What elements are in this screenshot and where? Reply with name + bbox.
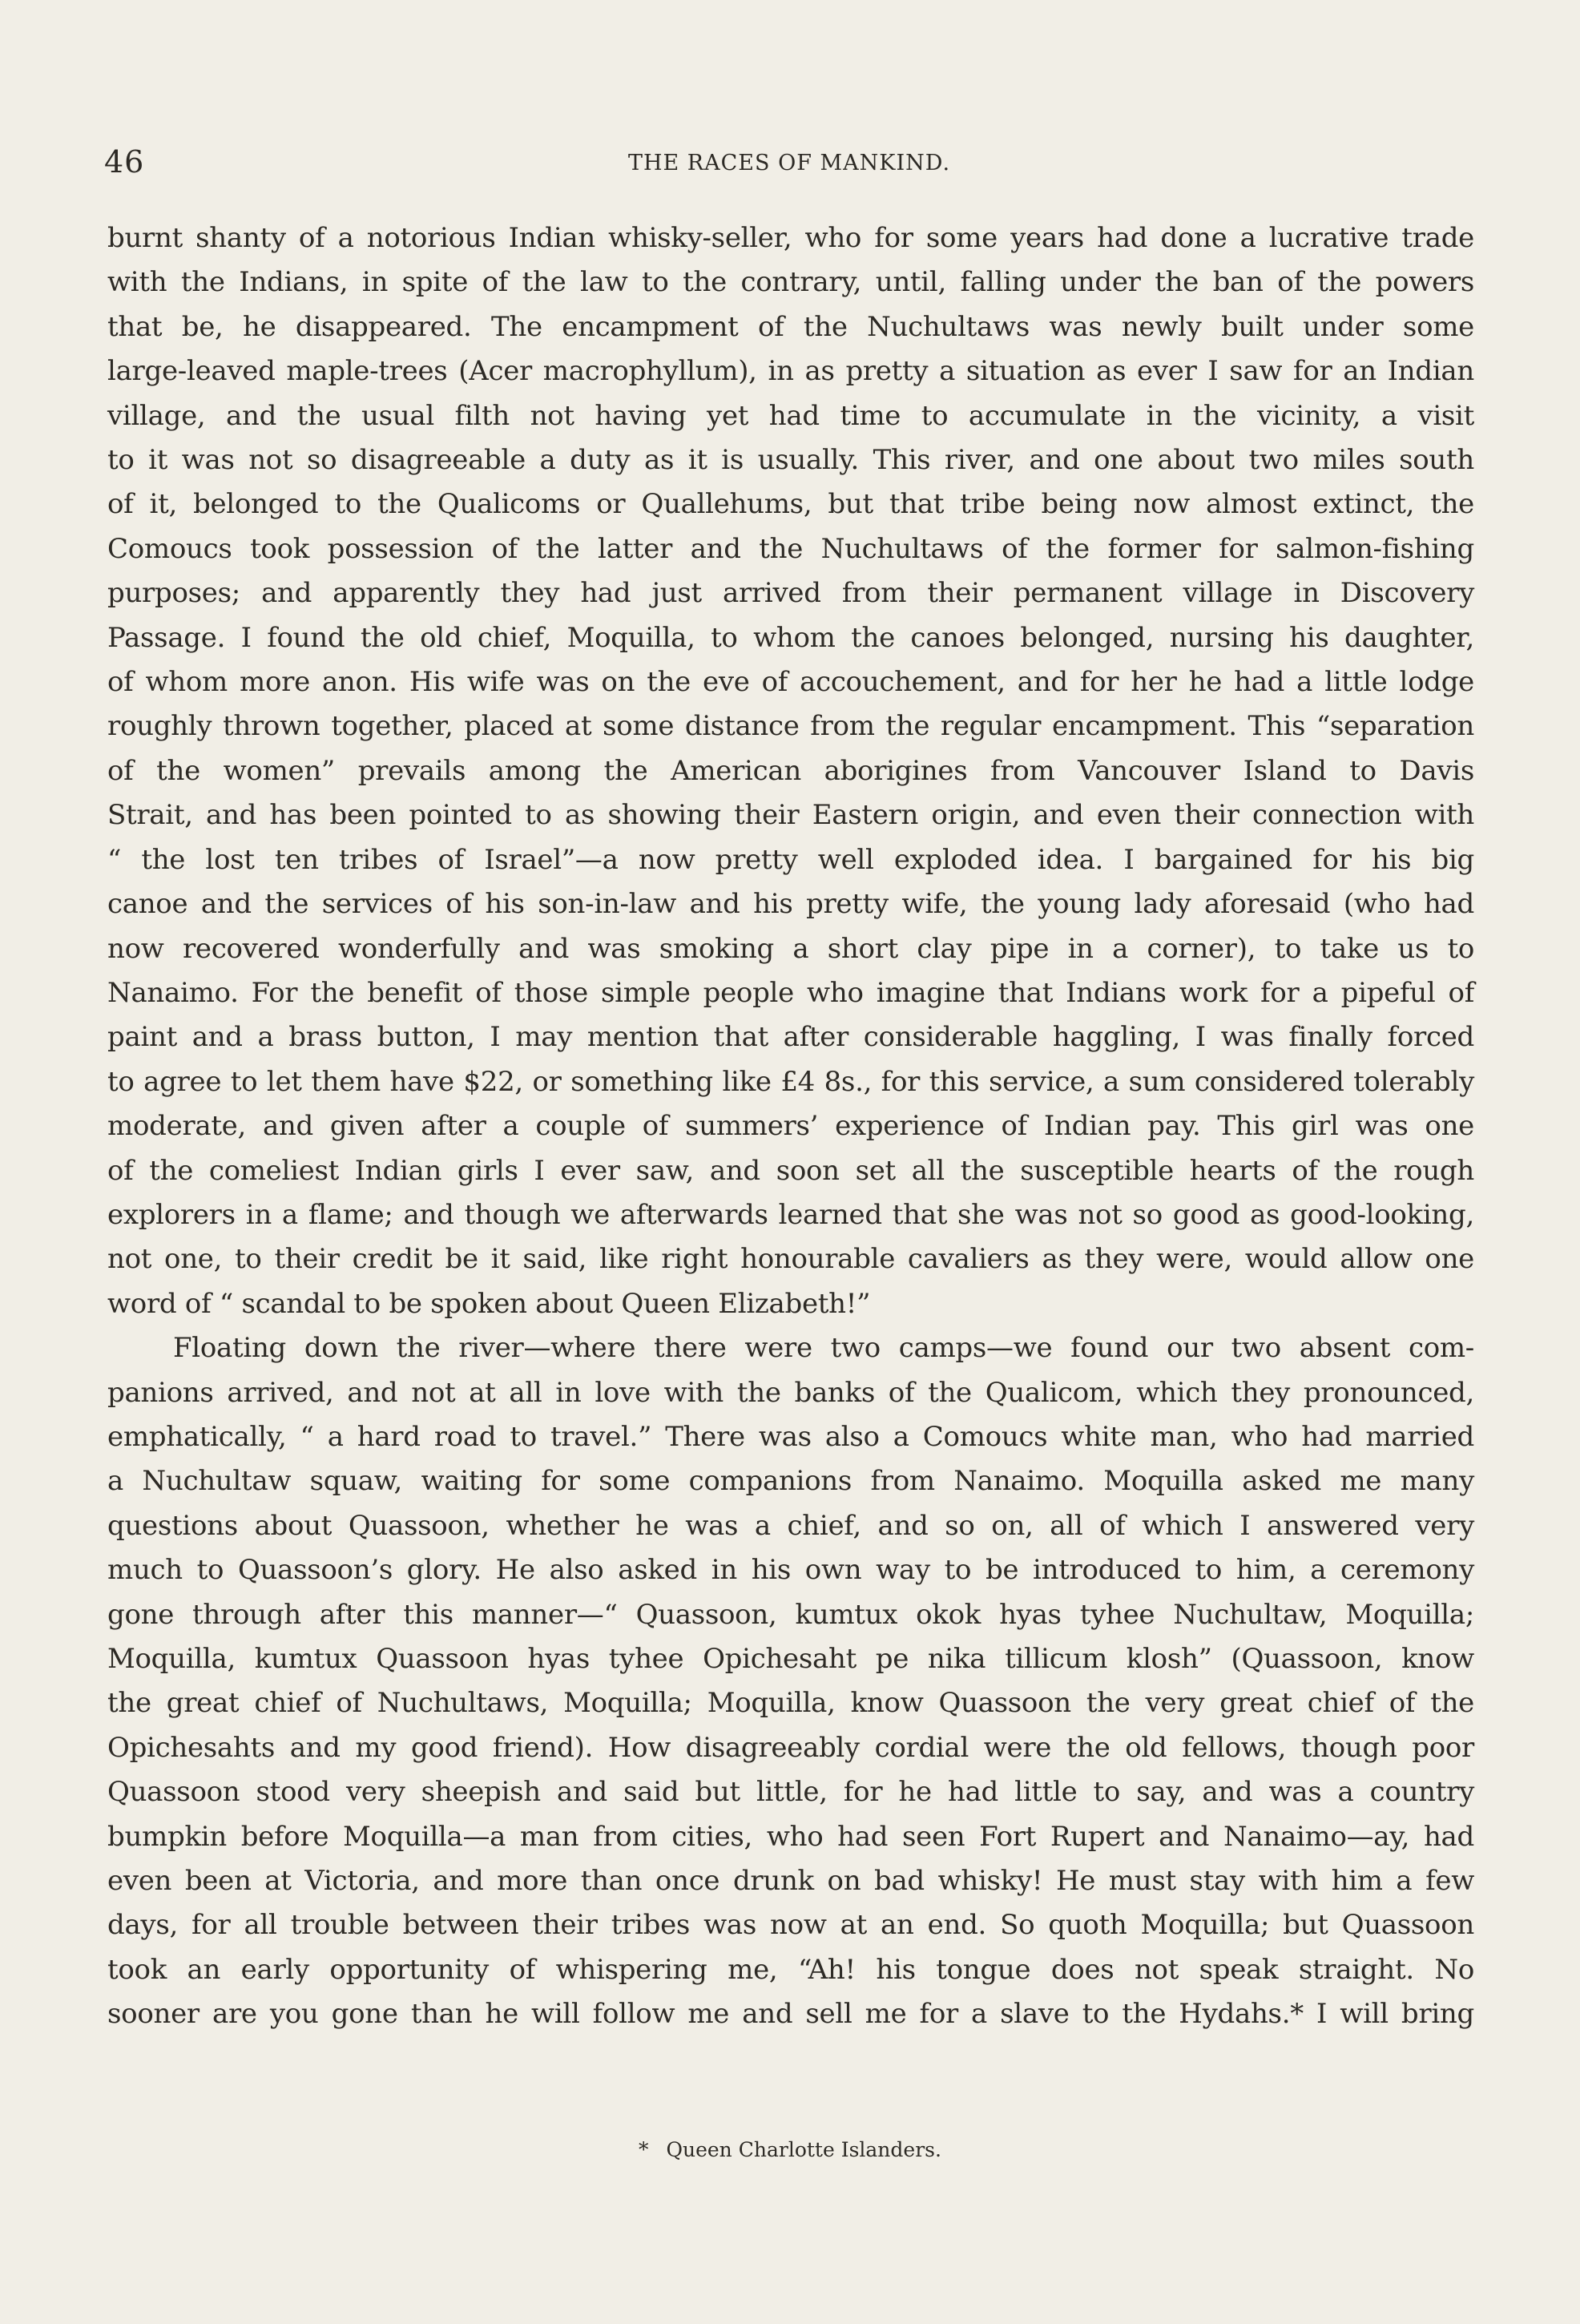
paragraph-first-line: Floating down the river—where there were two camps—we found our two absent com- bbox=[173, 1332, 1474, 1365]
text-line: that be, he disappeared. The encampment of the Nuchultaws was newly built under some bbox=[107, 310, 1474, 343]
footnote-mark: * bbox=[639, 2138, 649, 2161]
text-line: to agree to let them have $22, or something like £4 8s., for this service, a sum considered tolerably bbox=[107, 1065, 1474, 1098]
text-line: of it, belonged to the Qualicoms or Quallehums, but that tribe being now almost extinct, the bbox=[107, 488, 1474, 521]
text-line: now recovered wonderfully and was smoking a short clay pipe in a corner), to take us to bbox=[107, 932, 1474, 965]
text-line: large-leaved maple-trees (Acer macrophyllum), in as pretty a situation as ever I saw for an Indian bbox=[107, 355, 1474, 388]
text-line: panions arrived, and not at all in love with the banks of the Qualicom, which they pronounced, bbox=[107, 1376, 1474, 1409]
text-line: canoe and the services of his son-in-law and his pretty wife, the young lady aforesaid (who had bbox=[107, 888, 1474, 921]
text-line: even been at Victoria, and more than once drunk on bad whisky! He must stay with him a few bbox=[107, 1865, 1474, 1898]
text-line: Passage. I found the old chief, Moquilla, to whom the canoes belonged, nursing his daughter, bbox=[107, 621, 1474, 654]
text-line: explorers in a flame; and though we afterwards learned that she was not so good as good-looking, bbox=[107, 1198, 1474, 1231]
text-line: sooner are you gone than he will follow me and sell me for a slave to the Hydahs.* I will bring bbox=[107, 1998, 1474, 2031]
text-line: “ the lost ten tribes of Israel”—a now pretty well exploded idea. I bargained for his big bbox=[107, 843, 1474, 876]
footnote-text: Queen Charlotte Islanders. bbox=[666, 2138, 941, 2161]
text-line: Strait, and has been pointed to as showing their Eastern origin, and even their connection with bbox=[107, 799, 1474, 832]
text-line: moderate, and given after a couple of summers’ experience of Indian pay. This girl was one bbox=[107, 1110, 1474, 1143]
running-head: THE RACES OF MANKIND. bbox=[627, 151, 951, 176]
paragraph-end-line: word of “ scandal to be spoken about Queen Elizabeth!” bbox=[107, 1287, 871, 1320]
text-line: not one, to their credit be it said, like right honourable cavaliers as they were, would allow one bbox=[107, 1243, 1474, 1276]
text-line: purposes; and apparently they had just arrived from their permanent village in Discovery bbox=[107, 577, 1474, 610]
text-line: roughly thrown together, placed at some distance from the regular encampment. This “separation bbox=[107, 710, 1474, 743]
text-line: much to Quassoon’s glory. He also asked in his own way to be introduced to him, a ceremony bbox=[107, 1554, 1474, 1587]
text-line: with the Indians, in spite of the law to the contrary, until, falling under the ban of the powers bbox=[107, 266, 1474, 299]
text-line: Quassoon stood very sheepish and said but little, for he had little to say, and was a country bbox=[107, 1776, 1474, 1809]
text-line: emphatically, “ a hard road to travel.” There was also a Comoucs white man, who had married bbox=[107, 1420, 1474, 1453]
text-line: a Nuchultaw squaw, waiting for some companions from Nanaimo. Moquilla asked me many bbox=[107, 1465, 1474, 1498]
text-line: to it was not so disagreeable a duty as it is usually. This river, and one about two miles south bbox=[107, 444, 1474, 477]
page-header bbox=[104, 144, 1474, 192]
text-line: Opichesahts and my good friend). How disagreeably cordial were the old fellows, though poor bbox=[107, 1731, 1474, 1764]
text-line: bumpkin before Moquilla—a man from cities, who had seen Fort Rupert and Nanaimo—ay, had bbox=[107, 1820, 1474, 1853]
text-line: took an early opportunity of whispering me, “Ah! his tongue does not speak straight. No bbox=[107, 1953, 1474, 1986]
body-text bbox=[107, 216, 1474, 2037]
text-line: days, for all trouble between their tribes was now at an end. So quoth Moquilla; but Quassoon bbox=[107, 1909, 1474, 1942]
text-line: Comoucs took possession of the latter and the Nuchultaws of the former for salmon-fishing bbox=[107, 532, 1474, 565]
text-line: Moquilla, kumtux Quassoon hyas tyhee Opichesaht pe nika tillicum klosh” (Quassoon, know bbox=[107, 1643, 1474, 1675]
text-line: gone through after this manner—“ Quassoon, kumtux okok hyas tyhee Nuchultaw, Moquilla; bbox=[107, 1598, 1474, 1631]
text-line: of the women” prevails among the American aborigines from Vancouver Island to Davis bbox=[107, 754, 1474, 787]
text-line: Nanaimo. For the benefit of those simple people who imagine that Indians work for a pipeful of bbox=[107, 976, 1474, 1009]
text-line: village, and the usual filth not having yet had time to accumulate in the vicinity, a visit bbox=[107, 399, 1474, 432]
text-line: questions about Quassoon, whether he was a chief, and so on, all of which I answered very bbox=[107, 1509, 1474, 1542]
text-line: burnt shanty of a notorious Indian whisky-seller, who for some years had done a lucrative trade bbox=[107, 222, 1474, 254]
text-line: paint and a brass button, I may mention that after considerable haggling, I was finally forced bbox=[107, 1021, 1474, 1054]
text-line: the great chief of Nuchultaws, Moquilla; Moquilla, know Quassoon the very great chief of the bbox=[107, 1687, 1474, 1720]
text-line: of the comeliest Indian girls I ever saw, and soon set all the susceptible hearts of the rough bbox=[107, 1154, 1474, 1187]
page-number: 46 bbox=[104, 144, 145, 180]
text-line: of whom more anon. His wife was on the eve of accouchement, and for her he had a little lodge bbox=[107, 666, 1474, 699]
footnote bbox=[0, 2138, 1580, 2161]
